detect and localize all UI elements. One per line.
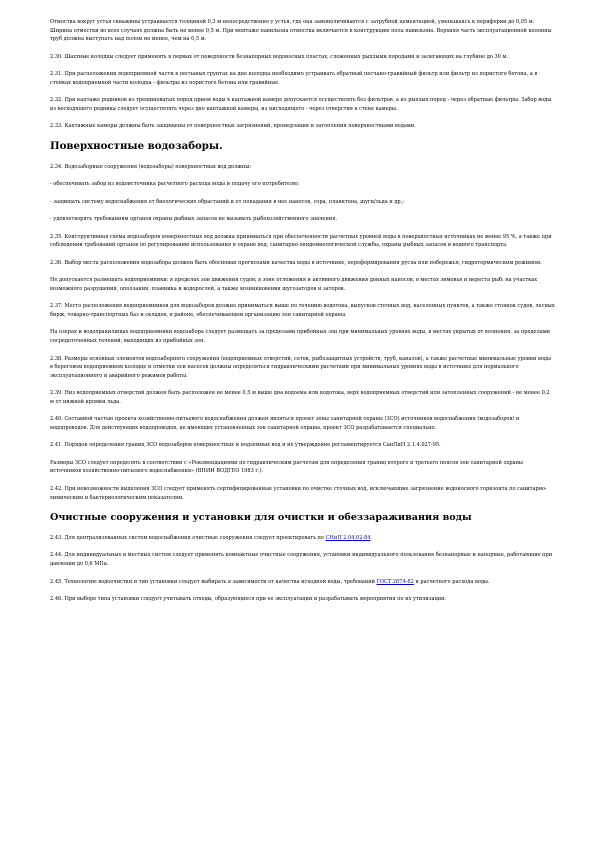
heading-treatment-facilities: Очистные сооружения и установки для очистки и обеззараживания воды <box>50 512 472 523</box>
snip-link[interactable]: СНиП 2.04.02-84 <box>325 535 371 541</box>
paragraph-2-36: 2.36. Выбор места расположения водозабора должен быть обоснован прогнозами качества воды в источнике, переформирования русла или побережья, гидротермическим режимом. <box>50 259 542 266</box>
paragraph-2-43-text: 2.43. Для централизованных систем водоснабжения очистные сооружения следует проектировать по <box>50 535 326 541</box>
paragraph-2-30: 2.30. Шахтные колодцы следует применять в первых от поверхности безнапорных водоносных пластах, сложенных рыхлыми породами и залегающих на глубине до 30 м. <box>50 53 509 60</box>
paragraph-2-44: 2.44. Для индивидуальных и местных систем следует применять компактные очистные сооружения, установки индивидуального пользования безнапорные и напорные, работающие при давлении до 0,6 МПа. <box>50 552 553 568</box>
paragraph-2-33: 2.33. Каптажные камеры должны быть защищены от поверхностных загрязнений, промерзания и затопления поверхностными водами. <box>50 123 416 130</box>
paragraph-no-placement: Не допускается размещать водоприемники: в пределах зон движения судов; в зоне отложения и активного движения донных наносов; в местах зимовья и нереста рыб; на участках возможного разрушения, оползания, плавника и водорослей, а также возникновения шугозаторов и заторов. <box>50 277 538 292</box>
paragraph-2-39: 2.39. Низ водоприемных отверстий должен быть расположен не менее 0,5 м выше дна водоема или водотока, верх водоприемных отверстий или затопленных сооружений - не менее 0,2 м от нижней кромки льда. <box>50 390 550 405</box>
paragraph-lakes: На озерах и водохранилищах водоприемники водозабора следует размещать за пределами прибойных зон при минимальных уровнях воды, в местах укрытых от волнения, за пределами сосредоточенных течений, выходящих из прибойных зон. <box>50 329 551 345</box>
paragraph-2-46: 2.46. При выборе типа установки следует учитывать отходы, образующиеся при ее эксплуатации и разрабатывать мероприятия по их утилизации. <box>50 596 447 603</box>
paragraph-zso-sizes: Размеры ЗСО следует определять в соответствии с «Рекомендациями по гидравлическим расчетам для определения границ второго и третьего поясов зон санитарной охраны источников хозяйственно-питьевого водоснабжения» (ВНИИ ВОДГЕО 1983 г.). <box>50 459 523 475</box>
paragraph-2-32: 2.32. При каптаже родников из трещиноватых пород прием воды в каптажной камере допускается осуществлять без фильтров, а из рыхлых пород - через обратные фильтры. Забор воды из восходящего родника следует осуществлять через дно каптажной камеры, из нисходящего - через отверстия в стене камеры. <box>50 97 552 112</box>
paragraph-2-34: 2.34. Водозаборные сооружения (водозаборы) поверхностных вод должны: <box>50 163 252 170</box>
paragraph-2-45-text: 2.45. Технологию водоочистки и тип установки следует выбирать в зависимости от качества исходной воды, требований <box>50 578 377 585</box>
paragraph-2-38: 2.38. Размеры основных элементов водозаборного сооружения (водоприемных отверстий, сеток, рыбозащитных устройств, труб, каналов), а также расчетные минимальные уровни воды в береговом водоприемном колодце и отметки оси насосов должны определяться гидравлическими расчетами при минимальных уровнях воды в источнике для нормального эксплуатационного и аварийного режимов работы. <box>50 355 551 379</box>
bullet-2: - защищать систему водоснабжения от биологических обрастаний и от попадания в нее наносов, сора, планктона, шуги/льда и др.; <box>50 198 404 205</box>
paragraph-2-43 <box>50 534 555 543</box>
paragraph-2-41: 2.41. Порядок определения границ ЗСО водозаборов поверхностных и подземных вод и их утверждение регламентируется СанПиН 2.1.4.027-95. <box>50 442 441 449</box>
bullet-1: - обеспечивать забор из водоисточника расчетного расхода воды и подачу его потребителю; <box>50 181 300 188</box>
paragraph-2-40: 2.40. Составной частью проекта хозяйственно-питьевого водоснабжения должен являться проект зоны санитарной охраны (ЗСО) источников водоснабжения (водозаборов) и водопроводов. Для действующих водопроводов, не имеющих установленных зон санитарной охраны, проект ЗСО разрабатывается специально. <box>50 416 520 431</box>
paragraph-2-35: 2.35. Конструктивная схема водозаборов поверхностных вод должна приниматься при обеспеченности расчетных уровней воды в поверхностных источниках не менее 95 %, а также при соблюдении требований органов по регулированию использования и охране вод, санитарно-эпидемиологической службы, охраны рыбных запасов и водного транспорта. <box>50 233 552 249</box>
gost-link[interactable]: ГОСТ 2874-82 <box>376 578 414 585</box>
paragraph-2-42: 2.42. При невозможности выделения ЗСО следует применять сертифицированные установки по очистке сточных вод, исключающие загрязнение водоносного горизонта по санитарно-химическим и бактериологическим показателям. <box>50 485 547 501</box>
paragraph-2-31: 2.31. При расположении водоприемной части в песчаных грунтах на дне колодца необходимо устраивать обратный песчано-гравийный фильтр или фильтр из пористого бетона, а в стенках водоприемной части колодца - фильтры из пористого бетона или гравийные. <box>50 71 538 86</box>
paragraph-2-37: 2.37. Место расположения водоприемников для водозаборов должно приниматься выше по течению водотока, выпусков сточных вод, населенных пунктов, а также стоянок судов, лесных бирж, товарно-транспортных баз и складов, в районе, обеспечивающем организацию зон санитарной охраны. <box>50 303 555 318</box>
paragraph-intro: Отмостка вокруг устья скважины устраивается толщиной 0,3 м непосредственно у устья, где она замоноличивается с затрубной цементацией, уменьшаясь к периферии до 0,05 м. Ширина отмостки во всех случаях должна быть не менее 0,5 м. При монтаже павильона отмостка включается в конструкцию пола павильона. Верхняя часть эксплуатационной колонны труб должна выступать над полом не менее, чем на 0,5 м. <box>50 19 552 43</box>
document-page <box>50 18 555 613</box>
heading-surface-intakes: Поверхностные водозаборы. <box>50 139 223 152</box>
bullet-3: - удовлетворять требованиям органов охраны рыбных запасов не вызывать рыбохозяйственного значения. <box>50 216 338 223</box>
paragraph-2-45 <box>50 578 555 587</box>
paragraph-2-45-end: и расчетного расхода воды. <box>413 578 490 585</box>
paragraph-2-43-end: . <box>370 535 373 541</box>
